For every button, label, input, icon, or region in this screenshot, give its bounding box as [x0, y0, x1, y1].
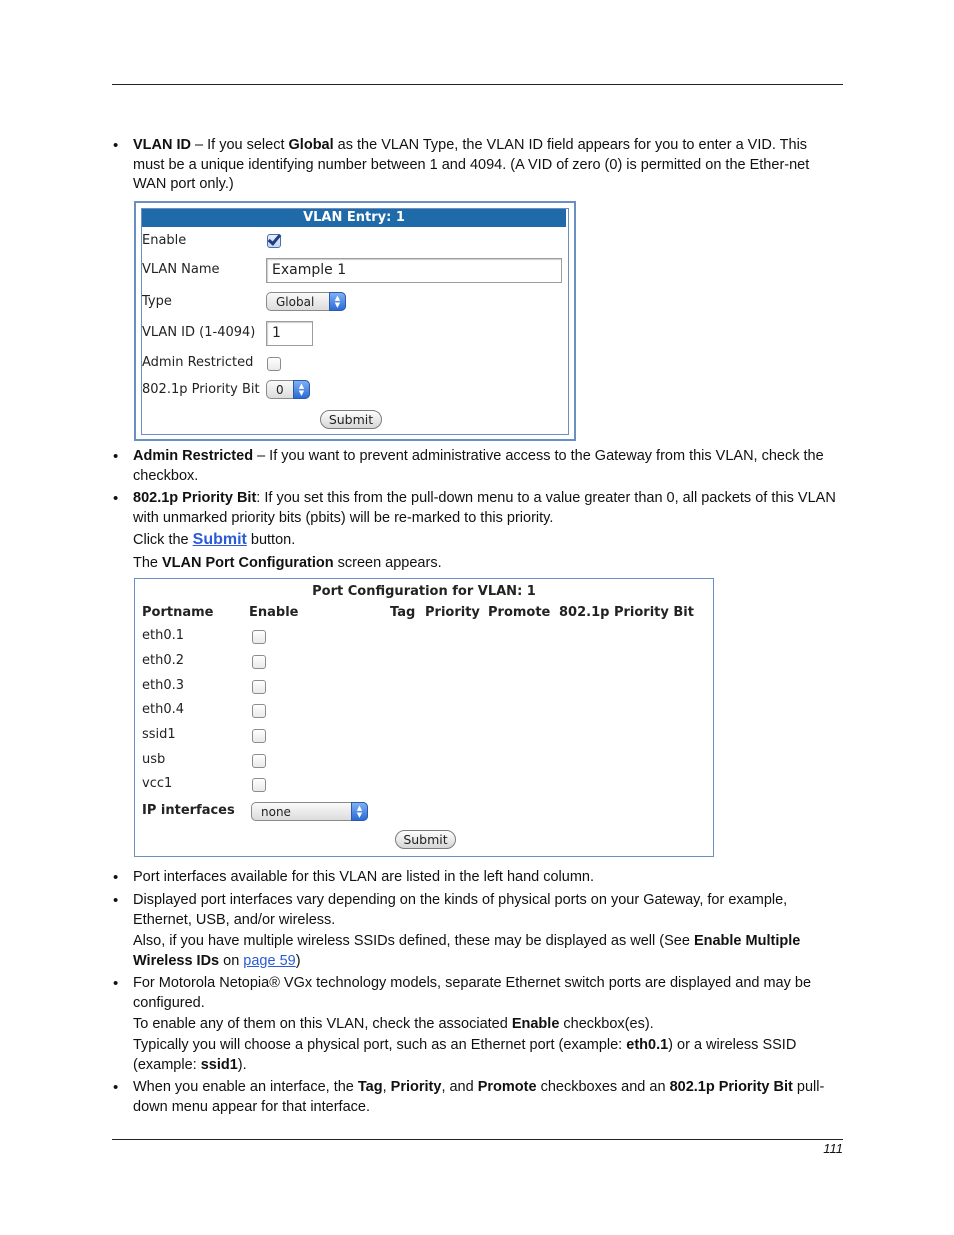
- select-arrows-icon: ▲ ▼: [293, 380, 310, 399]
- page-59-link[interactable]: page 59: [243, 952, 296, 969]
- port-vary-bullet: • Displayed port interfaces vary depending on the kinds of physical ports on your Gateway, for example, Ethernet, USB, and/or wireless.: [133, 891, 839, 930]
- bottom-rule: [112, 1139, 843, 1140]
- col-portname: Portname: [142, 605, 214, 620]
- port-enable-checkbox[interactable]: [252, 754, 266, 768]
- port-config-title: Port Configuration for VLAN: 1: [312, 584, 536, 599]
- port-config-panel: [134, 578, 714, 857]
- port-name: eth0.3: [142, 678, 185, 693]
- priority-bit-select[interactable]: [266, 380, 310, 399]
- vlan-name-input[interactable]: Example 1: [266, 258, 562, 283]
- enable-label: Enable: [142, 233, 187, 248]
- port-submit-button[interactable]: Submit: [395, 830, 456, 849]
- port-name: usb: [142, 752, 166, 767]
- port-enable-checkbox[interactable]: [252, 704, 266, 718]
- priority-bit-label: 802.1p Priority Bit: [142, 382, 260, 397]
- typical-paragraph: Typically you will choose a physical port, such as an Ethernet port (example: eth0.1) or a wireless SSID (example: ssid1).: [133, 1037, 797, 1073]
- vlan-submit-button[interactable]: Submit: [320, 410, 382, 429]
- admin-restricted-label: Admin Restricted: [142, 355, 254, 370]
- submit-link[interactable]: Submit: [192, 531, 247, 548]
- col-promote: Promote: [488, 605, 551, 620]
- ip-interfaces-select[interactable]: [251, 802, 368, 821]
- click-submit-line: Click the Submit button.: [133, 531, 296, 548]
- enable-paragraph: To enable any of them on this VLAN, check the associated Enable checkbox(es).: [133, 1016, 654, 1032]
- port-enable-checkbox[interactable]: [252, 680, 266, 694]
- type-label: Type: [142, 294, 172, 309]
- col-tag: Tag: [390, 605, 416, 620]
- admin-restricted-bullet: • Admin Restricted – If you want to prevent administrative access to the Gateway from this VLAN, check the checkbox.: [133, 447, 839, 486]
- port-name: eth0.2: [142, 653, 185, 668]
- priority-bit-value: 0: [276, 383, 284, 397]
- vlan-entry-panel: [134, 201, 576, 441]
- ip-interfaces-label: IP interfaces: [142, 803, 235, 818]
- admin-restricted-checkbox[interactable]: [267, 357, 281, 371]
- vlan-id-bullet: • VLAN ID – If you select Global as the VLAN Type, the VLAN ID field appears for you to enter a VID. This must be a unique identifying number between 1 and 4094. (A VID of zero (0) is permitted on the Ether-net WAN port only.): [133, 136, 839, 195]
- motorola-bullet: • For Motorola Netopia® VGx technology models, separate Ethernet switch ports are displayed and may be configured.: [133, 974, 839, 1013]
- col-enable: Enable: [249, 605, 299, 620]
- ssid-paragraph: Also, if you have multiple wireless SSIDs defined, these may be displayed as well (See Enable Multiple Wireless IDs on page 59): [133, 933, 801, 969]
- enable-checkbox[interactable]: [267, 234, 281, 248]
- type-select-value: Global: [276, 295, 315, 309]
- page-number: 111: [823, 1141, 843, 1156]
- ip-interfaces-value: none: [261, 805, 291, 819]
- port-name: eth0.4: [142, 702, 185, 717]
- port-enable-checkbox[interactable]: [252, 630, 266, 644]
- vlan-id-input[interactable]: 1: [266, 321, 313, 346]
- port-enable-checkbox[interactable]: [252, 655, 266, 669]
- vlan-id-label: VLAN ID (1-4094): [142, 325, 256, 340]
- vlan-name-label: VLAN Name: [142, 262, 220, 277]
- select-arrows-icon: ▲ ▼: [329, 292, 346, 311]
- port-list-bullet: • Port interfaces available for this VLAN are listed in the left hand column.: [133, 868, 839, 888]
- screen-appears-line: The VLAN Port Configuration screen appears.: [133, 555, 442, 571]
- port-enable-checkbox[interactable]: [252, 778, 266, 792]
- port-enable-checkbox[interactable]: [252, 729, 266, 743]
- vlan-entry-title: VLAN Entry: 1: [142, 209, 566, 227]
- port-name: vcc1: [142, 776, 173, 791]
- enable-interface-bullet: • When you enable an interface, the Tag, Priority, and Promote checkboxes and an 802.1p Priority Bit pull-down menu appear for that interface.: [133, 1078, 839, 1117]
- priority-bit-bullet: • 802.1p Priority Bit: If you set this from the pull-down menu to a value greater than 0, all packets of this VLAN with unmarked priority bits (pbits) will be re-marked to this priority.: [133, 489, 839, 528]
- port-name: ssid1: [142, 727, 176, 742]
- select-arrows-icon: ▲ ▼: [351, 802, 368, 821]
- col-priority: Priority: [425, 605, 480, 620]
- type-select[interactable]: [266, 292, 346, 311]
- port-name: eth0.1: [142, 628, 185, 643]
- col-priority-bit: 802.1p Priority Bit: [559, 605, 694, 620]
- top-rule: [112, 84, 843, 85]
